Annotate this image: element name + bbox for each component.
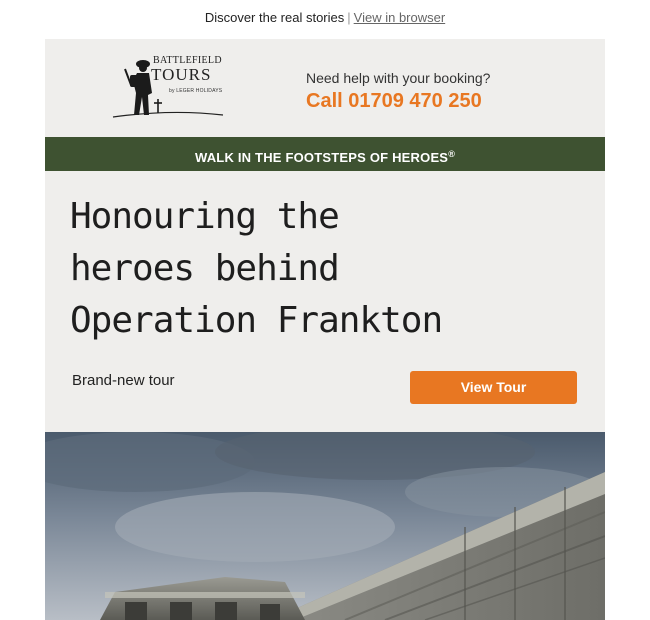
logo-line-3: by LEGER HOLIDAYS (169, 88, 223, 94)
bunker-photo[interactable] (45, 432, 605, 620)
booking-help-question: Need help with your booking? (306, 70, 491, 86)
preheader-separator: | (347, 10, 351, 25)
email-body (45, 39, 605, 620)
logo-line-2: TOURS (151, 65, 212, 84)
hero-headline (70, 191, 580, 347)
tagline-banner (45, 137, 605, 171)
hero-headline-line-2: heroes behind (70, 248, 339, 289)
registered-mark: ® (448, 149, 456, 159)
banner-text: WALK IN THE FOOTSTEPS OF HEROES (194, 150, 449, 165)
view-in-browser-link[interactable]: View in browser (353, 10, 446, 25)
preheader-tagline: Discover the real stories (204, 10, 345, 25)
hero-headline-line-1: Honouring the (70, 196, 339, 237)
booking-help (306, 69, 490, 114)
view-tour-button[interactable]: View Tour (410, 371, 577, 404)
logo-line-1: BATTLEFIELD (153, 55, 222, 66)
bunker-image (45, 432, 605, 620)
battlefield-tours-logo[interactable] (111, 51, 241, 121)
preheader (0, 10, 650, 25)
hero-subline: Brand-new tour (72, 372, 175, 389)
hero-headline-line-3: Operation Frankton (70, 300, 443, 341)
email-header (45, 39, 605, 137)
call-phone-link[interactable]: Call 01709 470 250 (306, 90, 482, 112)
